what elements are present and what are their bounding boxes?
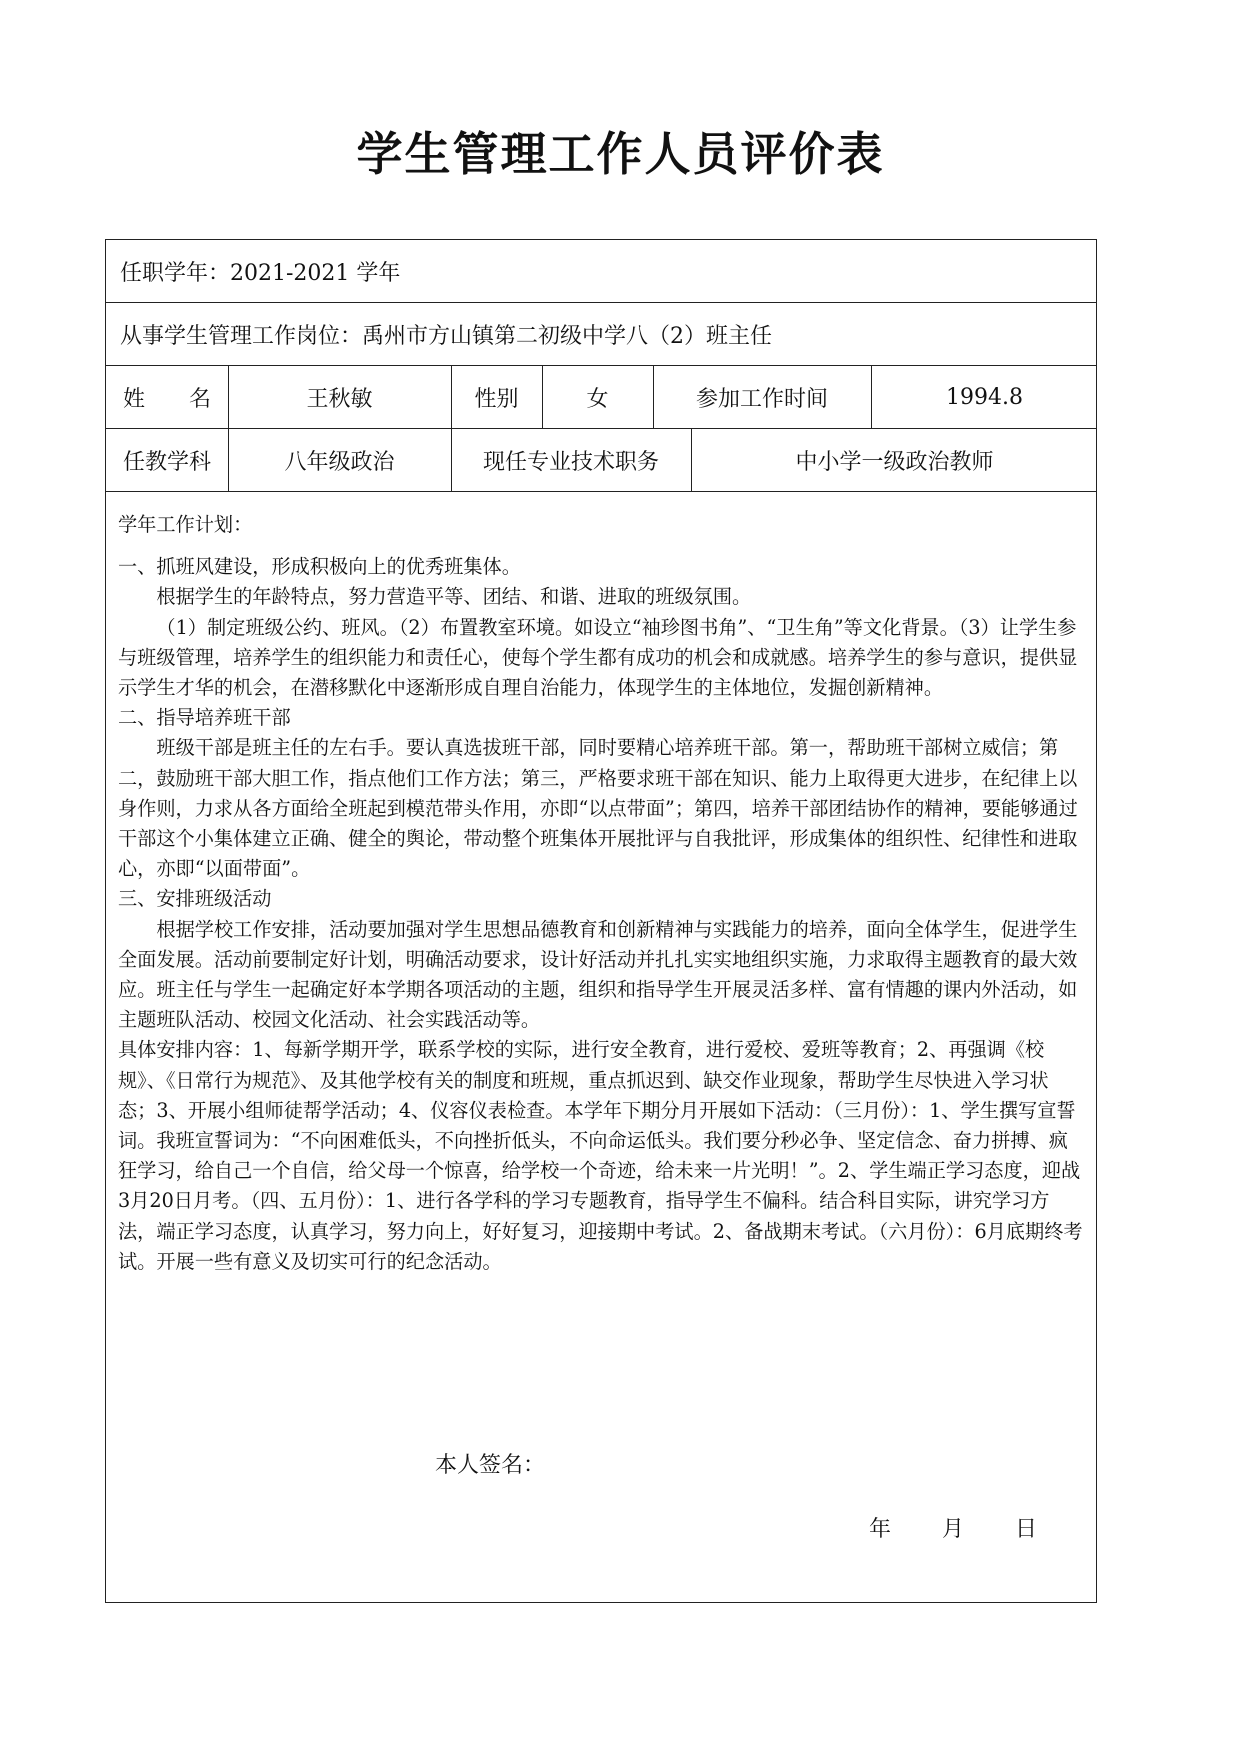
plan-paragraph: 班级干部是班主任的左右手。要认真选拔班干部，同时要精心培养班干部。第一，帮助班干部树立威信；第二，鼓励班干部大胆工作，指点他们工作方法；第三，严格要求班干部在知识、能力上取得更大进步，在纪律上以身作则，力求从各方面给全班起到模范带头作用，亦即“以点带面”；第四，培养干部团结协作的精神，要能够通过干部这个小集体建立正确、健全的舆论，带动整个班集体开展批评与自我批评，形成集体的组织性、纪律性和进取心，亦即“以面带面”。 [118,736,1078,881]
plan-heading-2: 二、指导培养班干部 [118,706,291,730]
plan-paragraph: 根据学校工作安排，活动要加强对学生思想品德教育和创新精神与实践能力的培养，面向全体学生，促进学生全面发展。活动前要制定好计划，明确活动要求，设计好活动并扎扎实实地组织实施，力求取得主题教育的最大效应。班主任与学生一起确定好本学期各项活动的主题，组织和指导学生开展灵活多样、富有情趣的课内外活动，如主题班队活动、校园文化活动、社会实践活动等。 [118,917,1078,1032]
gender-label: 性别 [474,386,519,412]
name-value: 王秋敏 [306,386,373,412]
date-day-label: 日 [1015,1517,1038,1542]
teaching-info-row [106,429,1096,492]
professional-title-label: 现任专业技术职务 [482,449,659,475]
plan-heading-1: 一、抓班风建设，形成积极向上的优秀班集体。 [118,555,521,579]
signature-date [869,1512,1059,1543]
date-month-label: 月 [942,1517,965,1542]
evaluation-form [105,239,1097,1603]
signature-label: 本人签名： [435,1453,546,1478]
subject-value: 八年级政治 [284,449,395,475]
plan-heading-3: 三、安排班级活动 [118,887,272,911]
work-start-label: 参加工作时间 [695,386,828,412]
work-start-value: 1994.8 [946,384,1023,410]
plan-paragraph: 根据学生的年龄特点，努力营造平等、团结、和谐、进取的班级氛围。 [156,585,752,609]
gender-value: 女 [586,386,609,412]
position-text: 从事学生管理工作岗位：禹州市方山镇第二初级中学八（2）班主任 [120,323,772,349]
work-plan-label: 学年工作计划： [118,513,253,536]
professional-title-value: 中小学一级政治教师 [795,449,994,475]
subject-label: 任教学科 [122,449,211,475]
date-year-label: 年 [869,1517,892,1542]
plan-paragraph: （1）制定班级公约、班风。（2）布置教室环境。如设立“袖珍图书角”、“卫生角”等文化背景。（3）让学生参与班级管理，培养学生的组织能力和责任心，使每个学生都有成功的机会和成就感。培养学生的参与意识，提供显示学生才华的机会，在潜移默化中逐渐形成自理自治能力，体现学生的主体地位，发掘创新精神。 [118,615,1078,700]
position-row [106,303,1096,366]
school-year-row [106,240,1096,303]
school-year-text: 任职学年：2021-2021 学年 [120,260,401,286]
form-title: 学生管理工作人员评价表 [356,127,885,181]
name-label: 姓 名 [122,386,211,412]
personal-info-row [106,366,1096,429]
plan-paragraph: 具体安排内容：1、每新学期开学，联系学校的实际，进行安全教育，进行爱校、爱班等教育；2、再强调《校规》、《日常行为规范》、及其他学校有关的制度和班规，重点抓迟到、缺交作业现象，帮助学生尽快进入学习状态；3、开展小组师徒帮学活动；4、仪容仪表检查。本学年下期分月开展如下活动：（三月份）：1、学生撰写宣誓词。我班宣誓词为：“不向困难低头，不向挫折低头，不向命运低头。我们要分秒必争、坚定信念、奋力拼搏、疯狂学习，给自己一个自信，给父母一个惊喜，给学校一个奇迹，给未来一片光明！”。2、学生端正学习态度，迎战3月20日月考。（四、五月份）：1、进行各学科的学习专题教育，指导学生不偏科。结合科目实际，讲究学习方法，端正学习态度，认真学习，努力向上，好好复习，迎接期中考试。2、备战期末考试。（六月份）：6月底期终考试。开展一些有意义及切实可行的纪念活动。 [118,1038,1083,1273]
work-plan-section [106,492,1096,1602]
